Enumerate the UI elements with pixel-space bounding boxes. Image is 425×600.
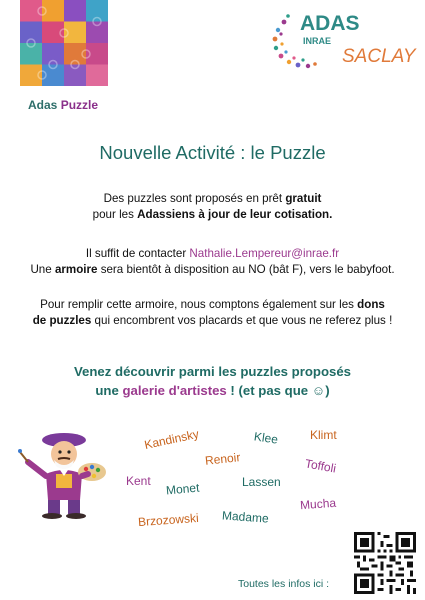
artist-name: Kent — [126, 474, 151, 488]
page-title: Nouvelle Activité : le Puzzle — [99, 142, 326, 163]
artist-name: Brzozowski — [137, 510, 200, 530]
adas-saclay-logo — [268, 4, 418, 74]
paragraph-loan: Des puzzles sont proposés en prêt gratuit pour les Adassiens à jour de leur cotisation. — [92, 192, 333, 221]
painter-illustration-icon — [16, 428, 108, 520]
footer-info-text: Toutes les infos ici : — [238, 578, 330, 590]
logo-saclay-text: SACLAY — [342, 46, 416, 67]
qr-code-icon[interactable] — [354, 532, 416, 594]
logo-adas-text: ADAS — [300, 12, 360, 35]
paragraph-contact: Il suffit de contacter Nathalie.Lempereur@inrae.fr Une armoire sera bientôt à disposition au NO (bât F), vers le babyfoot. — [30, 247, 395, 276]
artist-name: Klee — [253, 429, 279, 447]
paragraph-donations: Pour remplir cette armoire, nous comptons également sur les dons de puzzles qui encombrent vos placards et que vous ne referez plus ! — [32, 298, 393, 327]
artist-name: Madame — [221, 508, 270, 526]
artist-name: Klimt — [310, 428, 337, 442]
artist-name: Toffoli — [304, 456, 338, 476]
contact-email-link[interactable]: Nathalie.Lempereur@inrae.fr — [189, 247, 340, 260]
artist-name: Mucha — [299, 495, 337, 513]
brand-caption: Adas Puzzle — [28, 98, 99, 112]
artist-name: Monet — [165, 480, 200, 498]
puzzle-logo-icon — [20, 0, 108, 86]
artist-name: Renoir — [204, 450, 241, 468]
artist-name: Lassen — [242, 475, 281, 489]
artist-name: Kandinsky — [143, 426, 201, 452]
logo-inrae-text: INRAE — [303, 36, 332, 46]
gallery-callout: Venez découvrir parmi les puzzles proposés une galerie d'artistes ! (et pas que ☺) — [73, 364, 352, 398]
